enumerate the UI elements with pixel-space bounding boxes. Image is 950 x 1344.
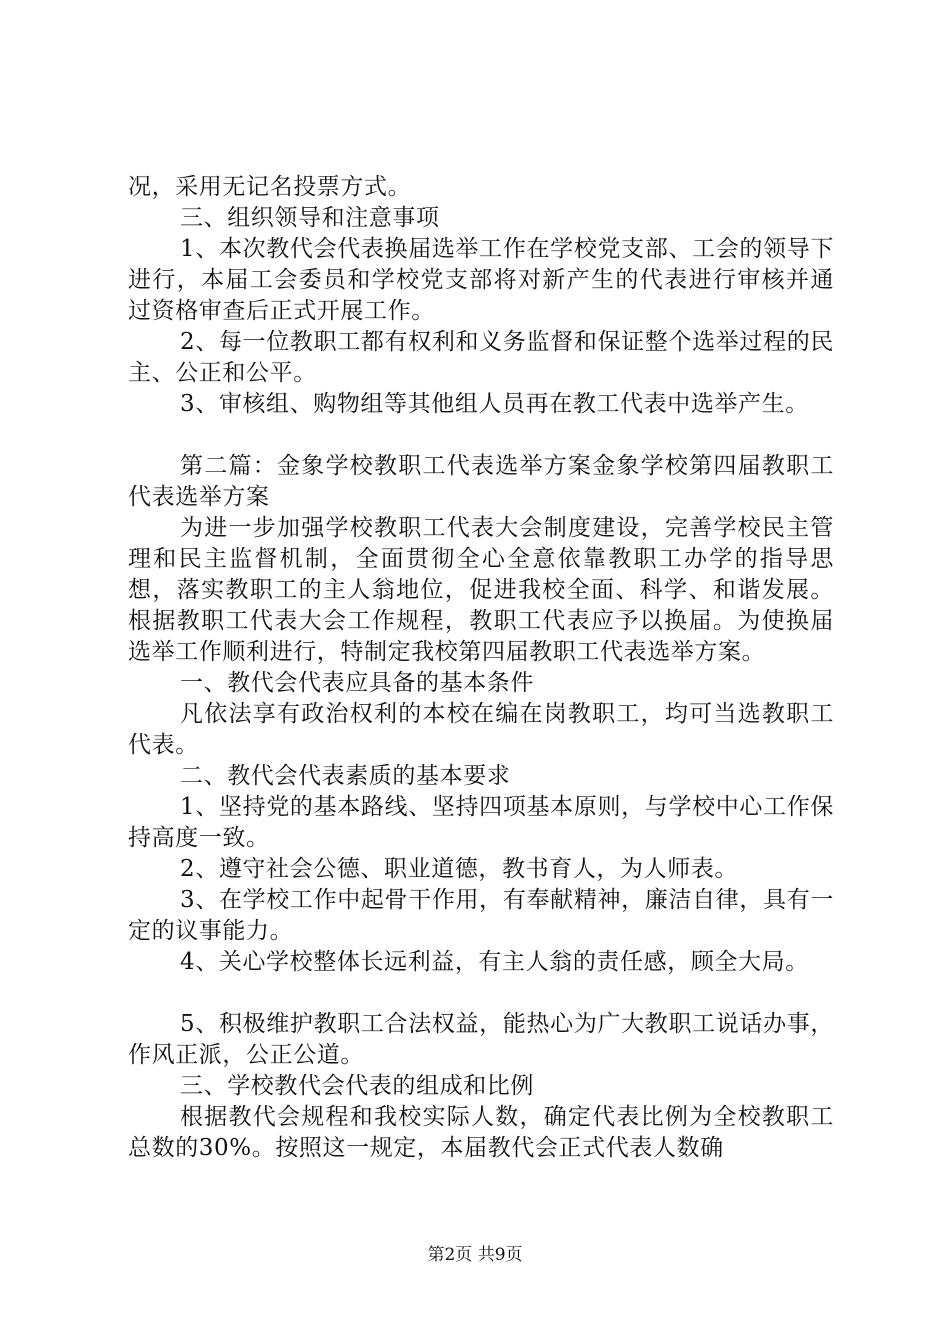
section-heading: 三、学校教代会代表的组成和比例 <box>180 1073 534 1099</box>
paragraph: 根据教代会规程和我校实际人数，确定代表比例为全校教职工总数的30%。按照这一规定，本届教代会正式代表人数确 <box>128 1104 834 1161</box>
paragraph-continuation: 况，采用无记名投票方式。 <box>128 174 412 200</box>
section-heading: 二、教代会代表素质的基本要求 <box>180 763 511 789</box>
paragraph: 1、本次教代会代表换届选举工作在学校党支部、工会的领导下进行，本届工会委员和学校党支部将对新产生的代表进行审核并通过资格审查后正式开展工作。 <box>128 236 834 324</box>
paragraph-gap <box>128 978 834 1009</box>
paragraph: 凡依法享有政治权利的本校在编在岗教职工，均可当选教职工代表。 <box>128 701 834 758</box>
chapter-title: 第二篇：金象学校教职工代表选举方案金象学校第四届教职工代表选举方案 <box>128 453 834 510</box>
paragraph: 2、每一位教职工都有权利和义务监督和保证整个选举过程的民主、公正和公平。 <box>128 329 834 386</box>
paragraph: 2、遵守社会公德、职业道德，教书育人，为人师表。 <box>180 856 739 882</box>
paragraph: 5、积极维护教职工合法权益，能热心为广大教职工说话办事，作风正派，公正公道。 <box>128 1011 834 1068</box>
paragraph: 3、审核组、购物组等其他组人员再在教工代表中选举产生。 <box>180 391 809 417</box>
paragraph: 为进一步加强学校教职工代表大会制度建设，完善学校民主管理和民主监督机制，全面贯彻全心全意依靠教职工办学的指导思想，落实教职工的主人翁地位，促进我校全面、科学、和谐发展。根据教职工代表大会工作规程，教职工代表应予以换届。为使换届选举工作顺利进行，特制定我校第四届教职工代表选举方案。 <box>128 515 834 665</box>
section-heading: 三、组织领导和注意事项 <box>180 205 440 231</box>
section-heading: 一、教代会代表应具备的基本条件 <box>180 670 534 696</box>
paragraph-gap <box>128 420 834 451</box>
paragraph: 1、坚持党的基本路线、坚持四项基本原则，与学校中心工作保持高度一致。 <box>128 794 834 851</box>
paragraph: 4、关心学校整体长远利益，有主人翁的责任感，顾全大局。 <box>180 949 809 975</box>
document-body <box>128 172 834 1164</box>
paragraph: 3、在学校工作中起骨干作用，有奉献精神，廉洁自律，具有一定的议事能力。 <box>128 887 834 944</box>
page-number: 第2页 共9页 <box>427 1245 523 1265</box>
